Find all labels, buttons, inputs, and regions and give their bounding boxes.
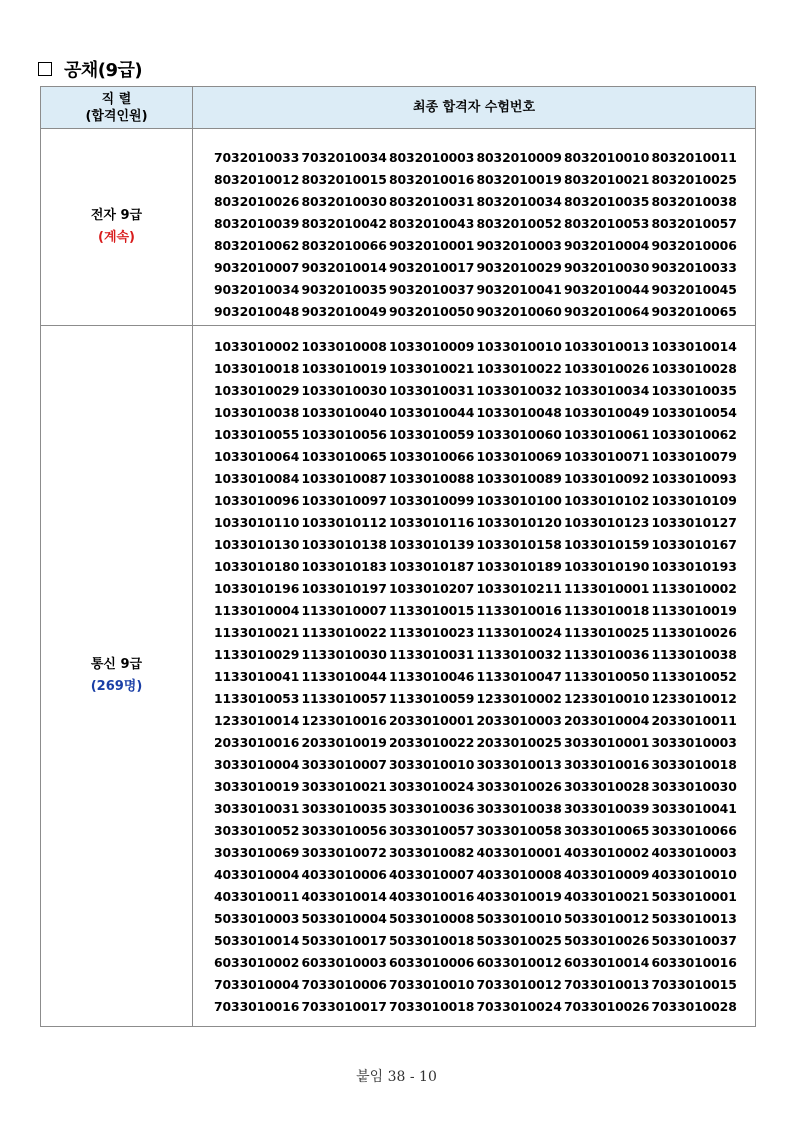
exam-number: 3033010003 [651, 735, 737, 750]
exam-number: 6033010002 [214, 955, 300, 970]
page-footer: 붙임 38 - 10 [356, 1069, 437, 1085]
exam-number: 1133010053 [214, 691, 300, 706]
exam-number: 1033010062 [651, 427, 737, 442]
exam-number: 1033010109 [651, 493, 737, 508]
exam-number: 1133010023 [389, 625, 475, 640]
exam-number: 5033010012 [564, 911, 650, 926]
exam-number: 1033010130 [214, 537, 300, 552]
exam-number: 1033010048 [476, 405, 562, 420]
exam-number: 1033010014 [651, 339, 737, 354]
exam-number: 1033010021 [389, 361, 475, 376]
exam-number: 9032010050 [389, 304, 475, 319]
exam-number: 9032010001 [389, 238, 475, 253]
exam-number: 7033010017 [301, 999, 387, 1014]
exam-number: 1133010032 [476, 647, 562, 662]
exam-number: 1133010019 [651, 603, 737, 618]
table-header-row [41, 87, 756, 129]
exam-number: 1233010016 [301, 713, 387, 728]
exam-number: 3033010018 [651, 757, 737, 772]
exam-number: 9032010037 [389, 282, 475, 297]
exam-number: 7033010013 [564, 977, 650, 992]
number-row [214, 358, 755, 380]
exam-number: 8032010019 [476, 172, 562, 187]
number-row [214, 622, 755, 644]
exam-number: 1133010016 [476, 603, 562, 618]
exam-number: 1133010052 [651, 669, 737, 684]
exam-number: 1033010009 [389, 339, 475, 354]
numbers-cell-telecom [193, 326, 756, 1027]
exam-number: 7032010034 [301, 150, 387, 165]
exam-number: 8032010038 [651, 194, 737, 209]
number-row [214, 257, 755, 279]
number-row [214, 732, 755, 754]
exam-number: 1133010038 [651, 647, 737, 662]
exam-number: 4033010004 [214, 867, 300, 882]
category-name: 전자 9급 [90, 208, 143, 223]
exam-number: 1033010159 [564, 537, 650, 552]
exam-number: 1233010002 [476, 691, 562, 706]
exam-number: 9032010014 [301, 260, 387, 275]
category-cell-telecom [41, 326, 193, 1027]
exam-number: 3033010066 [651, 823, 737, 838]
exam-number: 3033010007 [301, 757, 387, 772]
exam-number: 1033010110 [214, 515, 300, 530]
exam-number: 5033010004 [301, 911, 387, 926]
exam-number: 9032010041 [476, 282, 562, 297]
exam-number: 4033010016 [389, 889, 475, 904]
exam-number: 9032010045 [651, 282, 737, 297]
exam-number: 3033010058 [476, 823, 562, 838]
exam-number: 7033010015 [651, 977, 737, 992]
number-row [214, 169, 755, 191]
exam-number: 3033010016 [564, 757, 650, 772]
exam-number: 7033010010 [389, 977, 475, 992]
exam-number: 1133010001 [564, 581, 650, 596]
exam-number: 9032010044 [564, 282, 650, 297]
exam-number: 9032010064 [564, 304, 650, 319]
exam-number: 8032010052 [476, 216, 562, 231]
exam-number: 1033010055 [214, 427, 300, 442]
exam-number: 2033010016 [214, 735, 300, 750]
exam-number: 9032010033 [651, 260, 737, 275]
exam-number: 4033010021 [564, 889, 650, 904]
exam-number: 9032010004 [564, 238, 650, 253]
exam-number: 1033010056 [301, 427, 387, 442]
exam-number: 1133010050 [564, 669, 650, 684]
table-row-telecom [41, 326, 756, 1027]
exam-number: 3033010026 [476, 779, 562, 794]
category-note: (계속) [98, 230, 135, 245]
exam-number: 1033010123 [564, 515, 650, 530]
exam-number: 1033010002 [214, 339, 300, 354]
number-row [214, 191, 755, 213]
exam-number: 1133010046 [389, 669, 475, 684]
exam-number: 3033010069 [214, 845, 300, 860]
exam-number: 3033010041 [651, 801, 737, 816]
exam-number: 8032010043 [389, 216, 475, 231]
exam-number: 1033010183 [301, 559, 387, 574]
exam-number: 3033010057 [389, 823, 475, 838]
exam-number: 8032010039 [214, 216, 300, 231]
exam-number: 3033010019 [214, 779, 300, 794]
exam-number: 1033010207 [389, 581, 475, 596]
exam-number: 5033010025 [476, 933, 562, 948]
exam-number: 9032010017 [389, 260, 475, 275]
exam-number: 1133010002 [651, 581, 737, 596]
exam-number: 4033010006 [301, 867, 387, 882]
checkbox-square-icon [38, 62, 52, 76]
number-row [214, 336, 755, 358]
exam-number: 6033010012 [476, 955, 562, 970]
exam-number: 3033010001 [564, 735, 650, 750]
exam-number: 8032010011 [651, 150, 737, 165]
number-row [214, 754, 755, 776]
number-row [214, 213, 755, 235]
section-title-text: 공채(9급) [64, 60, 143, 81]
number-row [214, 490, 755, 512]
exam-number: 9032010006 [651, 238, 737, 253]
exam-number: 1133010059 [389, 691, 475, 706]
exam-number: 9032010035 [301, 282, 387, 297]
exam-number: 1233010010 [564, 691, 650, 706]
exam-number: 1033010087 [301, 471, 387, 486]
exam-number: 1033010158 [476, 537, 562, 552]
exam-number: 9032010029 [476, 260, 562, 275]
number-row [214, 688, 755, 710]
exam-number: 1033010102 [564, 493, 650, 508]
exam-number: 1033010018 [214, 361, 300, 376]
exam-number: 9032010048 [214, 304, 300, 319]
category-name: 통신 9급 [90, 657, 143, 672]
header-category-sublabel: (합격인원) [85, 108, 148, 124]
exam-number: 1033010096 [214, 493, 300, 508]
category-count: (269명) [90, 679, 143, 694]
exam-number: 8032010021 [564, 172, 650, 187]
exam-number: 1033010093 [651, 471, 737, 486]
number-row [214, 534, 755, 556]
exam-number: 1233010014 [214, 713, 300, 728]
exam-number: 1033010079 [651, 449, 737, 464]
category-cell-electronics [41, 129, 193, 326]
exam-number: 1133010026 [651, 625, 737, 640]
exam-number: 8032010009 [476, 150, 562, 165]
exam-number: 1033010069 [476, 449, 562, 464]
exam-number: 9032010060 [476, 304, 562, 319]
exam-number: 2033010003 [476, 713, 562, 728]
exam-number: 3033010013 [476, 757, 562, 772]
exam-number: 2033010022 [389, 735, 475, 750]
number-row [214, 864, 755, 886]
exam-number: 1033010030 [301, 383, 387, 398]
exam-number: 1133010024 [476, 625, 562, 640]
exam-number: 3033010021 [301, 779, 387, 794]
exam-number: 7032010033 [214, 150, 300, 165]
exam-number: 1133010041 [214, 669, 300, 684]
exam-number: 5033010017 [301, 933, 387, 948]
number-row [214, 710, 755, 732]
exam-number: 4033010014 [301, 889, 387, 904]
exam-number: 1033010008 [301, 339, 387, 354]
exam-number: 2033010025 [476, 735, 562, 750]
header-category-label: 직 렬 [101, 91, 132, 107]
header-numbers-label: 최종 합격자 수험번호 [412, 100, 536, 115]
number-row [214, 908, 755, 930]
exam-number: 1033010034 [564, 383, 650, 398]
exam-number: 1233010012 [651, 691, 737, 706]
exam-number: 1033010065 [301, 449, 387, 464]
section-title [38, 56, 142, 82]
exam-number: 1033010187 [389, 559, 475, 574]
number-row [214, 235, 755, 257]
number-row [214, 820, 755, 842]
exam-number: 1033010032 [476, 383, 562, 398]
number-row [214, 666, 755, 688]
exam-number: 1133010015 [389, 603, 475, 618]
number-row [214, 600, 755, 622]
exam-number: 1033010190 [564, 559, 650, 574]
exam-number: 3033010052 [214, 823, 300, 838]
exam-number: 8032010015 [301, 172, 387, 187]
number-row [214, 952, 755, 974]
exam-number: 8032010026 [214, 194, 300, 209]
exam-number: 3033010038 [476, 801, 562, 816]
exam-number: 1133010044 [301, 669, 387, 684]
exam-number: 5033010008 [389, 911, 475, 926]
exam-number: 1033010066 [389, 449, 475, 464]
exam-number: 9032010034 [214, 282, 300, 297]
exam-number: 6033010016 [651, 955, 737, 970]
exam-number: 9032010065 [651, 304, 737, 319]
number-row [214, 974, 755, 996]
numbers-block-electronics [214, 147, 755, 323]
exam-number: 1033010061 [564, 427, 650, 442]
number-row [214, 842, 755, 864]
exam-number: 8032010012 [214, 172, 300, 187]
number-row [214, 556, 755, 578]
number-row [214, 147, 755, 169]
exam-number: 7033010006 [301, 977, 387, 992]
number-row [214, 301, 755, 323]
exam-number: 7033010004 [214, 977, 300, 992]
exam-number: 2033010001 [389, 713, 475, 728]
exam-number: 1033010120 [476, 515, 562, 530]
exam-number: 1133010018 [564, 603, 650, 618]
exam-number: 1033010060 [476, 427, 562, 442]
exam-number: 8032010030 [301, 194, 387, 209]
exam-number: 4033010008 [476, 867, 562, 882]
exam-number: 5033010026 [564, 933, 650, 948]
exam-number: 1033010064 [214, 449, 300, 464]
exam-number: 4033010007 [389, 867, 475, 882]
exam-number: 1033010049 [564, 405, 650, 420]
exam-number: 4033010010 [651, 867, 737, 882]
exam-number: 3033010028 [564, 779, 650, 794]
exam-number: 1133010021 [214, 625, 300, 640]
exam-number: 1033010022 [476, 361, 562, 376]
exam-number: 6033010003 [301, 955, 387, 970]
exam-number: 1033010196 [214, 581, 300, 596]
numbers-cell-electronics [193, 129, 756, 326]
numbers-block-telecom [214, 336, 755, 1018]
exam-number: 8032010025 [651, 172, 737, 187]
number-row [214, 279, 755, 301]
exam-number: 3033010030 [651, 779, 737, 794]
exam-number: 4033010003 [651, 845, 737, 860]
exam-number: 1133010022 [301, 625, 387, 640]
exam-number: 8032010016 [389, 172, 475, 187]
exam-number: 7033010026 [564, 999, 650, 1014]
exam-number: 1033010193 [651, 559, 737, 574]
exam-number: 1033010099 [389, 493, 475, 508]
exam-number: 8032010042 [301, 216, 387, 231]
exam-number: 1033010139 [389, 537, 475, 552]
exam-number: 1033010084 [214, 471, 300, 486]
exam-number: 4033010001 [476, 845, 562, 860]
exam-number: 8032010031 [389, 194, 475, 209]
exam-number: 3033010010 [389, 757, 475, 772]
exam-number: 1133010031 [389, 647, 475, 662]
exam-number: 4033010011 [214, 889, 300, 904]
number-row [214, 996, 755, 1018]
exam-number: 5033010001 [651, 889, 737, 904]
exam-number: 1033010010 [476, 339, 562, 354]
exam-number: 3033010004 [214, 757, 300, 772]
exam-number: 1033010138 [301, 537, 387, 552]
exam-number: 7033010012 [476, 977, 562, 992]
exam-number: 3033010036 [389, 801, 475, 816]
number-row [214, 380, 755, 402]
exam-number: 1033010038 [214, 405, 300, 420]
exam-number: 3033010035 [301, 801, 387, 816]
exam-number: 1033010059 [389, 427, 475, 442]
exam-number: 8032010066 [301, 238, 387, 253]
exam-number: 5033010010 [476, 911, 562, 926]
exam-number: 1033010019 [301, 361, 387, 376]
exam-number: 1033010112 [301, 515, 387, 530]
number-row [214, 798, 755, 820]
exam-number: 2033010011 [651, 713, 737, 728]
exam-number: 1033010100 [476, 493, 562, 508]
number-row [214, 402, 755, 424]
number-row [214, 468, 755, 490]
exam-number: 1033010092 [564, 471, 650, 486]
table-row-electronics [41, 129, 756, 326]
exam-number: 9032010007 [214, 260, 300, 275]
exam-number: 1133010007 [301, 603, 387, 618]
exam-number: 8032010003 [389, 150, 475, 165]
exam-number: 3033010072 [301, 845, 387, 860]
exam-number: 9032010003 [476, 238, 562, 253]
exam-number: 1033010097 [301, 493, 387, 508]
exam-number: 5033010003 [214, 911, 300, 926]
exam-number: 1033010031 [389, 383, 475, 398]
exam-number: 5033010013 [651, 911, 737, 926]
exam-number: 3033010056 [301, 823, 387, 838]
exam-number: 8032010034 [476, 194, 562, 209]
exam-number: 1033010127 [651, 515, 737, 530]
exam-number: 8032010035 [564, 194, 650, 209]
exam-number: 1033010116 [389, 515, 475, 530]
number-row [214, 886, 755, 908]
number-row [214, 512, 755, 534]
exam-number: 9032010049 [301, 304, 387, 319]
exam-number: 2033010019 [301, 735, 387, 750]
number-row [214, 578, 755, 600]
number-row [214, 424, 755, 446]
exam-number: 1133010036 [564, 647, 650, 662]
exam-number: 8032010057 [651, 216, 737, 231]
exam-number: 3033010065 [564, 823, 650, 838]
header-numbers-cell [193, 87, 756, 129]
exam-number: 6033010014 [564, 955, 650, 970]
exam-number: 1133010057 [301, 691, 387, 706]
exam-number: 1033010029 [214, 383, 300, 398]
number-row [214, 930, 755, 952]
exam-number: 8032010053 [564, 216, 650, 231]
exam-number: 7033010016 [214, 999, 300, 1014]
exam-number: 5033010037 [651, 933, 737, 948]
exam-number: 4033010019 [476, 889, 562, 904]
exam-number: 4033010002 [564, 845, 650, 860]
header-category-cell [41, 87, 193, 129]
exam-number: 1033010026 [564, 361, 650, 376]
exam-number: 1133010030 [301, 647, 387, 662]
exam-number: 8032010062 [214, 238, 300, 253]
exam-number: 1133010029 [214, 647, 300, 662]
exam-number: 1033010180 [214, 559, 300, 574]
exam-number: 2033010004 [564, 713, 650, 728]
exam-number: 1033010035 [651, 383, 737, 398]
exam-number: 1033010054 [651, 405, 737, 420]
exam-number: 1033010044 [389, 405, 475, 420]
exam-number: 1033010211 [476, 581, 562, 596]
exam-number: 1033010088 [389, 471, 475, 486]
exam-number: 1133010025 [564, 625, 650, 640]
exam-number: 4033010009 [564, 867, 650, 882]
exam-number: 6033010006 [389, 955, 475, 970]
exam-number: 1033010189 [476, 559, 562, 574]
exam-number: 5033010018 [389, 933, 475, 948]
exam-number: 1033010071 [564, 449, 650, 464]
exam-number: 1033010040 [301, 405, 387, 420]
number-row [214, 644, 755, 666]
exam-number: 3033010031 [214, 801, 300, 816]
exam-number: 1033010197 [301, 581, 387, 596]
number-row [214, 776, 755, 798]
exam-number: 7033010018 [389, 999, 475, 1014]
exam-number: 7033010024 [476, 999, 562, 1014]
results-table [40, 86, 756, 1027]
exam-number: 3033010024 [389, 779, 475, 794]
exam-number: 1033010167 [651, 537, 737, 552]
exam-number: 3033010082 [389, 845, 475, 860]
exam-number: 1133010004 [214, 603, 300, 618]
exam-number: 8032010010 [564, 150, 650, 165]
exam-number: 1033010089 [476, 471, 562, 486]
exam-number: 5033010014 [214, 933, 300, 948]
exam-number: 1133010047 [476, 669, 562, 684]
exam-number: 9032010030 [564, 260, 650, 275]
number-row [214, 446, 755, 468]
exam-number: 3033010039 [564, 801, 650, 816]
exam-number: 7033010028 [651, 999, 737, 1014]
exam-number: 1033010013 [564, 339, 650, 354]
exam-number: 1033010028 [651, 361, 737, 376]
